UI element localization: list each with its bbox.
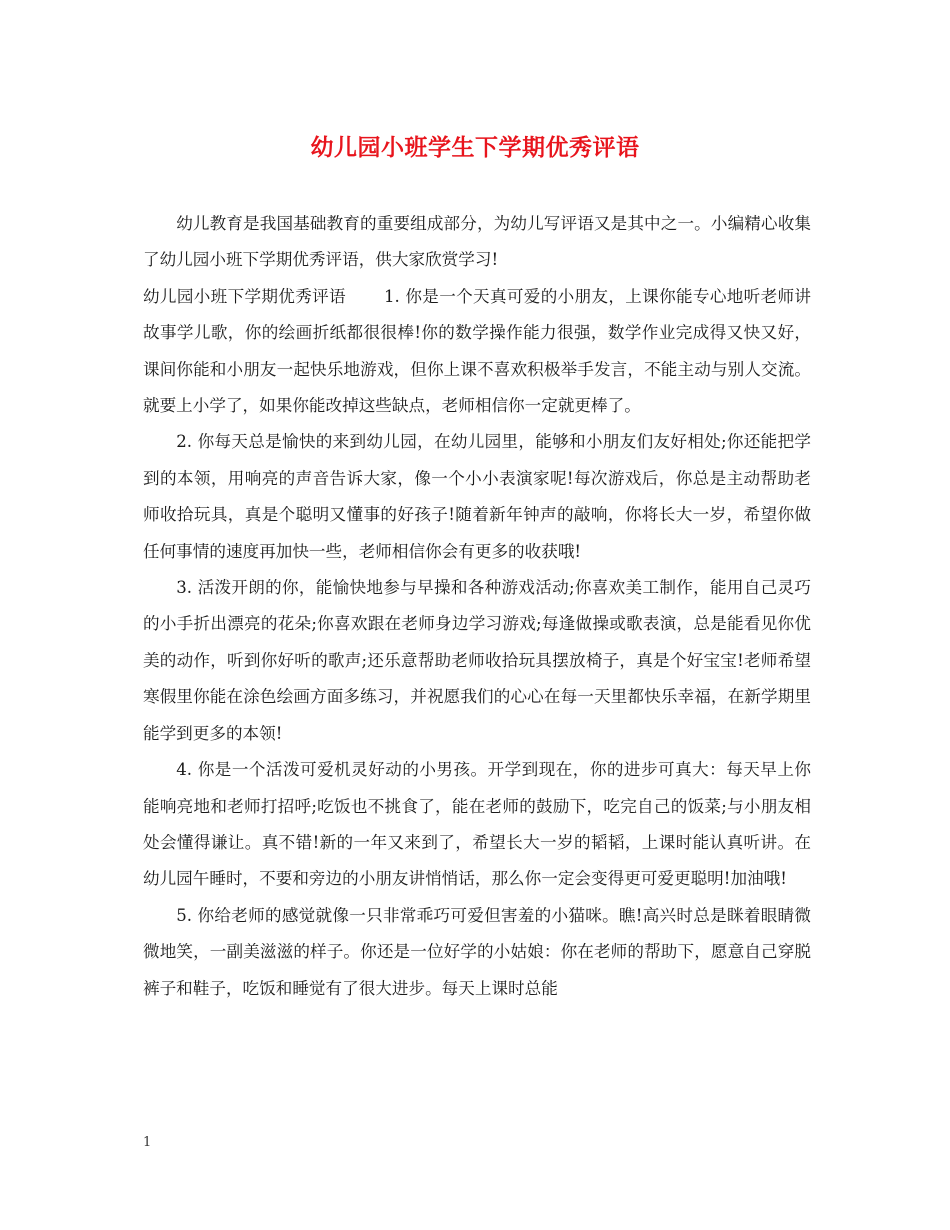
comment-paragraph: 3. 活泼开朗的你，能愉快地参与早操和各种游戏活动;你喜欢美工制作，能用自己灵巧的小手折出漂亮的花朵;你喜欢跟在老师身边学习游戏;每逢做操或歌表演，总是能看见你优美的动作，听到你好听的歌声;还乐意帮助老师收拾玩具摆放椅子，真是个好宝宝!老师希望寒假里你能在涂色绘画方面多练习，并祝愿我们的心心在每一天里都快乐幸福，在新学期里能学到更多的本领! (143, 578, 811, 743)
first-comment-paragraph (143, 279, 811, 425)
document-title: 幼儿园小班学生下学期优秀评语 (310, 134, 640, 161)
comment-text: 1. 你是一个天真可爱的小朋友，上课你能专心地听老师讲故事学儿歌，你的绘画折纸都很很棒!你的数学操作能力很强，数学作业完成得又快又好，课间你能和小朋友一起快乐地游戏，但你上课不喜欢积极举手发言，不能主动与别人交流。就要上小学了，如果你能改掉这些缺点，老师相信你一定就更棒了。 (143, 286, 812, 416)
page-number: 1 (143, 1135, 152, 1150)
comment-paragraph: 4. 你是一个活泼可爱机灵好动的小男孩。开学到现在，你的进步可真大：每天早上你能响亮地和老师打招呼;吃饭也不挑食了，能在老师的鼓励下，吃完自己的饭菜;与小朋友相处会懂得谦让。真不错!新的一年又来到了，希望长大一岁的韬韬，上课时能认真听讲。在幼儿园午睡时，不要和旁边的小朋友讲悄悄话，那么你一定会变得更可爱更聪明!加油哦! (143, 760, 811, 889)
comment-paragraph: 2. 你每天总是愉快的来到幼儿园，在幼儿园里，能够和小朋友们友好相处;你还能把学到的本领，用响亮的声音告诉大家，像一个小小表演家呢!每次游戏后，你总是主动帮助老师收拾玩具，真是个聪明又懂事的好孩子!随着新年钟声的敲响，你将长大一岁，希望你做任何事情的速度再加快一些，老师相信你会有更多的收获哦! (143, 432, 811, 561)
document-body (143, 206, 811, 1007)
comment-paragraph: 5. 你给老师的感觉就像一只非常乖巧可爱但害羞的小猫咪。瞧!高兴时总是眯着眼睛微微地笑，一副美滋滋的样子。你还是一位好学的小姑娘：你在老师的帮助下，愿意自己穿脱裤子和鞋子，吃饭和睡觉有了很大进步。每天上课时总能 (143, 905, 811, 998)
section-heading: 幼儿园小班下学期优秀评语 (143, 286, 346, 306)
intro-paragraph: 幼儿教育是我国基础教育的重要组成部分，为幼儿写评语又是其中之一。小编精心收集了幼儿园小班下学期优秀评语，供大家欣赏学习! (143, 214, 811, 270)
